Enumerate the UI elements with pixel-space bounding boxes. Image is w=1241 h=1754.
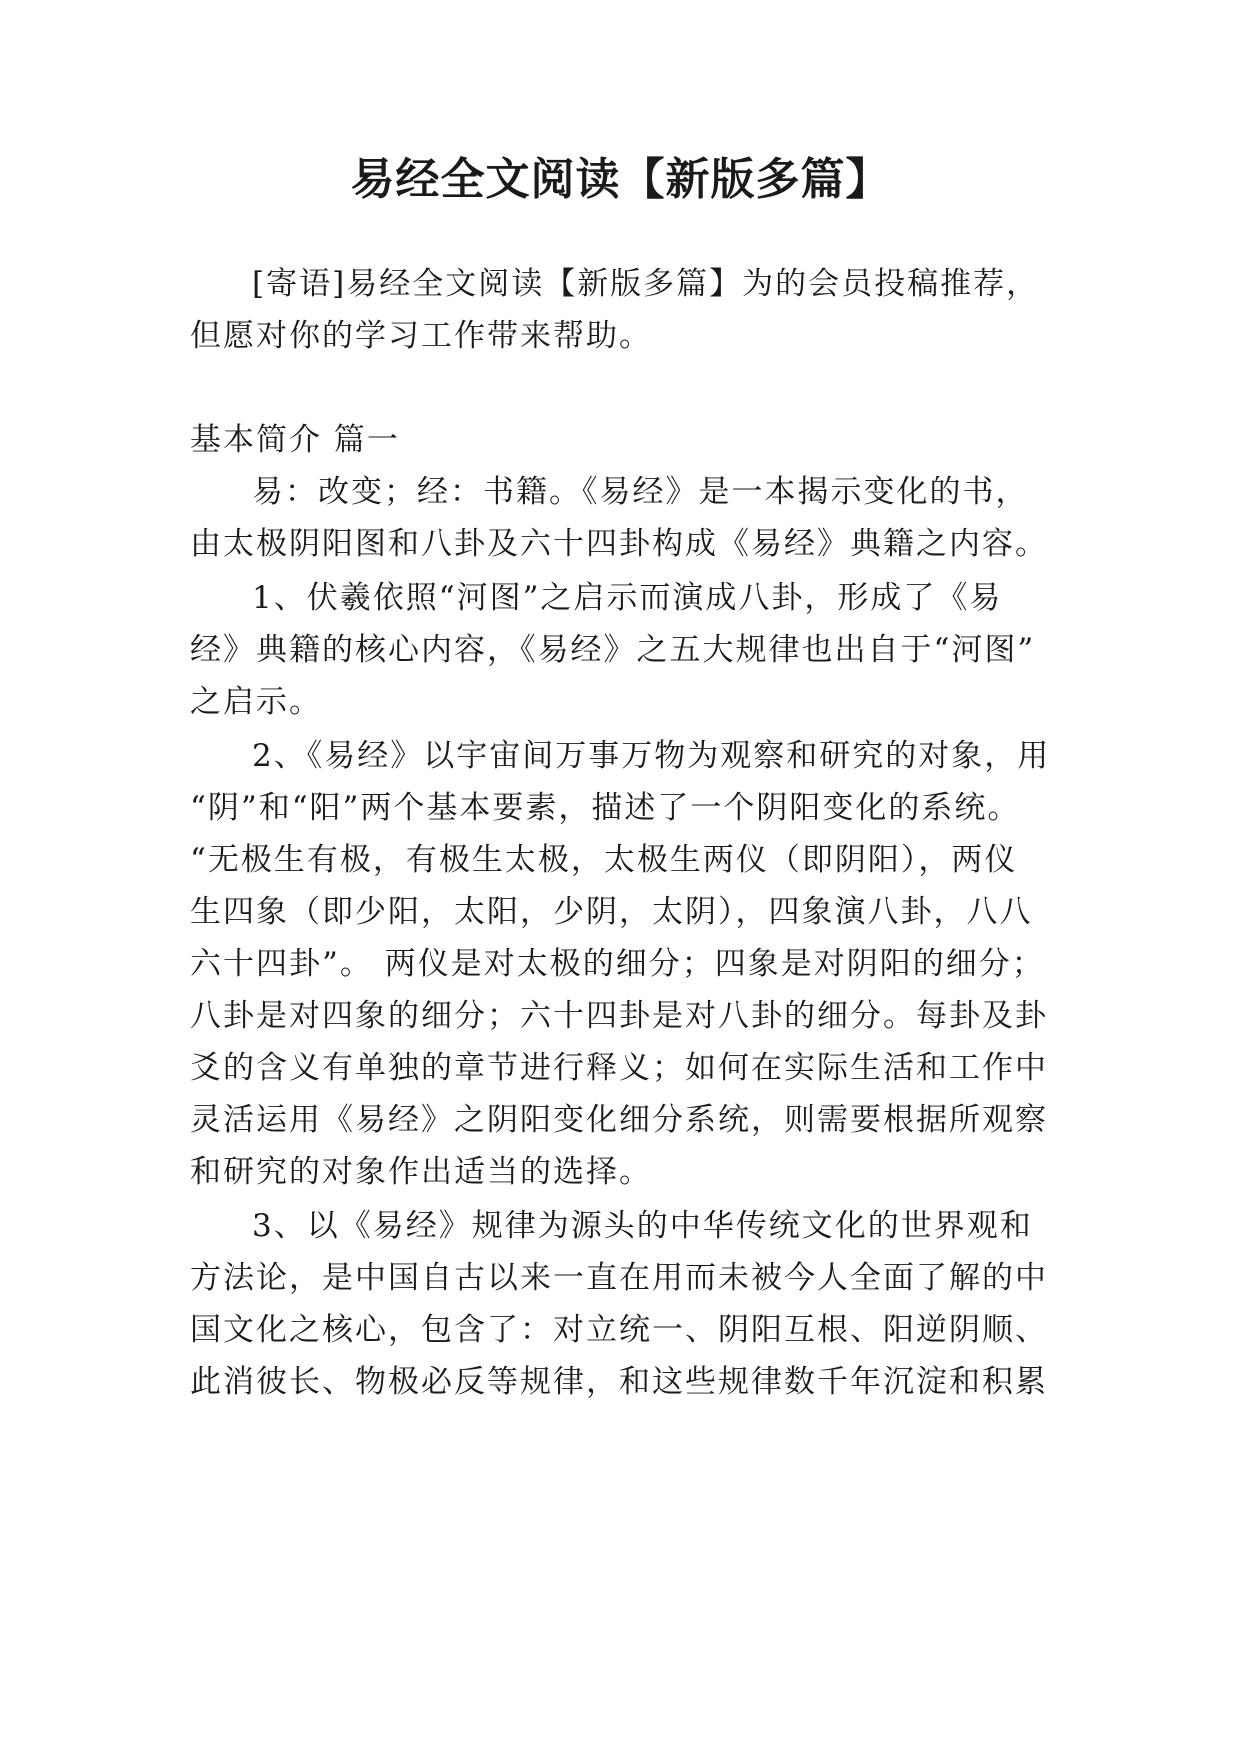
body-line: 之启示。 (190, 684, 322, 720)
intro-line: [寄语]易经全文阅读【新版多篇】为的会员投稿推荐， (252, 266, 1040, 302)
body-line: 1、伏羲依照“河图”之启示而演成八卦，形成了《易 (252, 580, 1003, 616)
body-line: 生四象（即少阳，太阳，少阴，太阴），四象演八卦，八八 (190, 894, 1033, 930)
document-title: 易经全文阅读【新版多篇】 (350, 154, 891, 205)
body-line: 易：改变；经：书籍。《易经》是一本揭示变化的书， (252, 474, 1029, 510)
body-line: 八卦是对四象的细分；六十四卦是对八卦的细分。每卦及卦 (190, 998, 1048, 1034)
body-line: 六十四卦”。 两仪是对太极的细分；四象是对阴阳的细分； (190, 946, 1045, 982)
body-line: 灵活运用《易经》之阴阳变化细分系统，则需要根据所观察 (190, 1102, 1048, 1138)
body-line: 国文化之核心，包含了：对立统一、阴阳互根、阳逆阴顺、 (190, 1312, 1048, 1348)
body-line: 此消彼长、物极必反等规律，和这些规律数千年沉淀和积累 (190, 1364, 1048, 1400)
body-line: 3、以《易经》规律为源头的中华传统文化的世界观和 (252, 1208, 1033, 1244)
body-line: “无极生有极，有极生太极，太极生两仪（即阴阳），两仪 (190, 842, 1018, 878)
body-line: 由太极阴阳图和八卦及六十四卦构成《易经》典籍之内容。 (190, 526, 1048, 562)
section-heading: 基本简介 篇一 (190, 422, 400, 458)
body-line: “阴”和“阳”两个基本要素，描述了一个阴阳变化的系统。 (190, 790, 1021, 826)
body-line: 2、《易经》以宇宙间万事万物为观察和研究的对象，用 (252, 738, 1051, 774)
body-line: 方法论，是中国自古以来一直在用而未被今人全面了解的中 (190, 1260, 1048, 1296)
body-line: 经》典籍的核心内容，《易经》之五大规律也出自于“河图” (190, 632, 1036, 668)
body-line: 爻的含义有单独的章节进行释义；如何在实际生活和工作中 (190, 1050, 1048, 1086)
intro-line: 但愿对你的学习工作带来帮助。 (190, 318, 652, 354)
body-line: 和研究的对象作出适当的选择。 (190, 1154, 652, 1190)
